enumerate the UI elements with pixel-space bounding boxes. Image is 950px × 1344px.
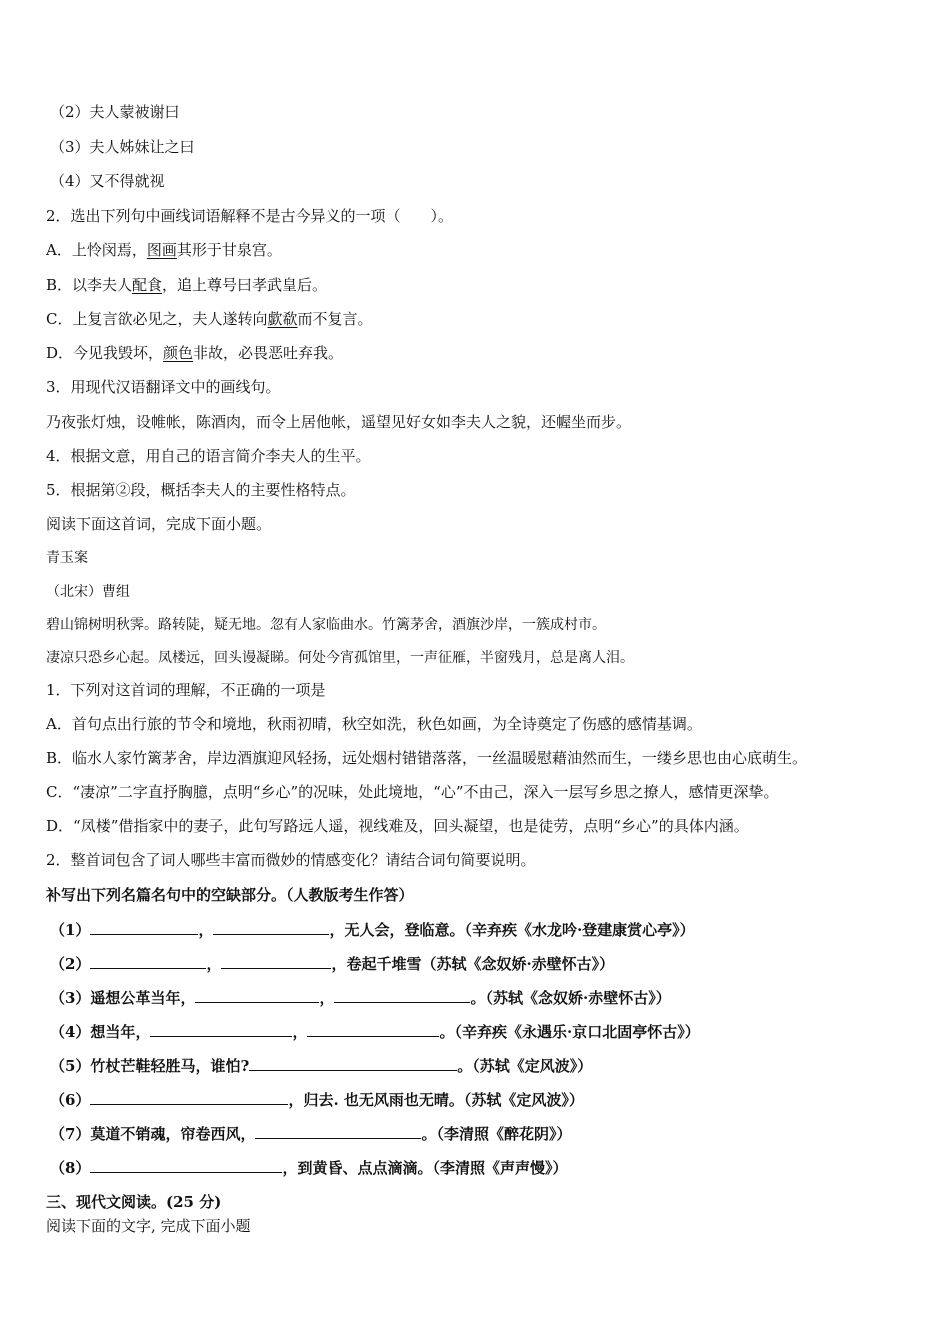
poem-line-1: 碧山锦树明秋霁。路转陡，疑无地。忽有人家临曲水。竹篱茅舍，酒旗沙岸，一簇成村市。	[46, 617, 606, 633]
answer-blank	[334, 987, 470, 1003]
answer-blank	[221, 953, 331, 969]
poem-q1-option-b: B．临水人家竹篱茅舍，岸边酒旗迎风轻扬，远处烟村错错落落，一丝温暖慰藉油然而生，一缕乡思也由心底萌生。	[46, 749, 808, 767]
poem-intro: 阅读下面这首词，完成下面小题。	[46, 515, 272, 533]
fill-item-7: （7）莫道不销魂，帘卷西风， 。（李清照《醉花阴》）	[50, 1125, 572, 1143]
poem-author: （北宋）曹组	[46, 584, 130, 600]
underlined-word: 配食	[132, 276, 163, 294]
q2-option-a: A．上怜闵焉，图画其形于甘泉宫。	[46, 241, 282, 259]
underlined-word: 歔欷	[267, 310, 298, 328]
fill-item-8: （8） ，到黄昏、点点滴滴。（李清照《声声慢》）	[50, 1159, 568, 1177]
poem-title: 青玉案	[46, 550, 88, 566]
q1-item-2: （2）夫人蒙被谢曰	[50, 103, 180, 121]
q3-stem: 3．用现代汉语翻译文中的画线句。	[46, 378, 281, 396]
answer-blank	[195, 987, 319, 1003]
q2-option-d: D．今见我毁坏，颜色非故，必畏恶吐弃我。	[46, 344, 344, 362]
poem-q1-option-a: A．首句点出行旅的节令和境地，秋雨初晴，秋空如洗，秋色如画，为全诗奠定了伤感的感情基调。	[46, 715, 702, 733]
q1-item-4: （4）又不得就视	[50, 172, 165, 190]
answer-blank	[150, 1021, 292, 1037]
answer-blank	[255, 1123, 421, 1139]
poem-line-2: 凄凉只恐乡心起。凤楼远，回头谩凝睇。何处今宵孤馆里，一声征雁，半窗残月，总是离人泪。	[46, 650, 634, 666]
underlined-word: 颜色	[163, 344, 194, 362]
fill-item-2: （2） ， ，卷起千堆雪（苏轼《念奴娇·赤壁怀古》）	[50, 955, 615, 973]
q2-option-c: C．上复言欲必见之，夫人遂转向歔欷而不复言。	[46, 310, 373, 328]
fill-item-3: （3）遥想公革当年， ， 。（苏轼《念奴娇·赤壁怀古》）	[50, 989, 671, 1007]
q5-stem: 5．根据第②段，概括李夫人的主要性格特点。	[46, 481, 356, 499]
section-3-title: 三、现代文阅读。(25 分)	[46, 1193, 222, 1211]
poem-q1-option-d: D．“凤楼”借指家中的妻子，此句写路远人遥，视线难及，回头凝望，也是徒劳，点明“乡心”的具体内涵。	[46, 817, 749, 835]
fill-item-1: （1） ， ，无人会，登临意。（辛弃疾《水龙吟·登建康赏心亭》）	[50, 921, 695, 939]
q2-stem: 2．选出下列句中画线词语解释不是古今异义的一项（ ）。	[46, 207, 454, 225]
answer-blank	[90, 953, 206, 969]
answer-blank	[213, 919, 329, 935]
poem-q1-stem: 1．下列对这首词的理解，不正确的一项是	[46, 681, 326, 699]
fill-item-4: （4）想当年， ， 。（辛弃疾《永遇乐·京口北固亭怀古》）	[50, 1023, 700, 1041]
fill-title: 补写出下列名篇名句中的空缺部分。（人教版考生作答）	[46, 886, 414, 904]
answer-blank	[90, 919, 198, 935]
underlined-word: 图画	[146, 241, 177, 259]
q4-stem: 4．根据文意，用自己的语言简介李夫人的生平。	[46, 447, 371, 465]
q1-item-3: （3）夫人姊妹让之曰	[50, 138, 195, 156]
answer-blank	[90, 1157, 282, 1173]
answer-blank	[249, 1055, 457, 1071]
answer-blank	[90, 1089, 288, 1105]
poem-q1-option-c: C．“凄凉”二字直抒胸臆，点明“乡心”的况味，处此境地，“心”不由己，深入一层写乡思之撩人，感情更深挚。	[46, 783, 779, 801]
section-3-intro: 阅读下面的文字, 完成下面小题	[46, 1217, 251, 1235]
fill-item-6: （6） ，归去. 也无风雨也无晴。（苏轼《定风波》）	[50, 1091, 584, 1109]
q2-option-b: B．以李夫人配食，追上尊号曰孝武皇后。	[46, 276, 328, 294]
poem-q2-stem: 2．整首词包含了词人哪些丰富而微妙的情感变化？请结合词句简要说明。	[46, 851, 536, 869]
answer-blank	[307, 1021, 439, 1037]
q3-sentence: 乃夜张灯烛，设帷帐，陈酒肉，而令上居他帐，遥望见好女如李夫人之貌，还幄坐而步。	[46, 413, 632, 431]
fill-item-5: （5）竹杖芒鞋轻胜马，谁怕? 。（苏轼《定风波》）	[50, 1057, 593, 1075]
